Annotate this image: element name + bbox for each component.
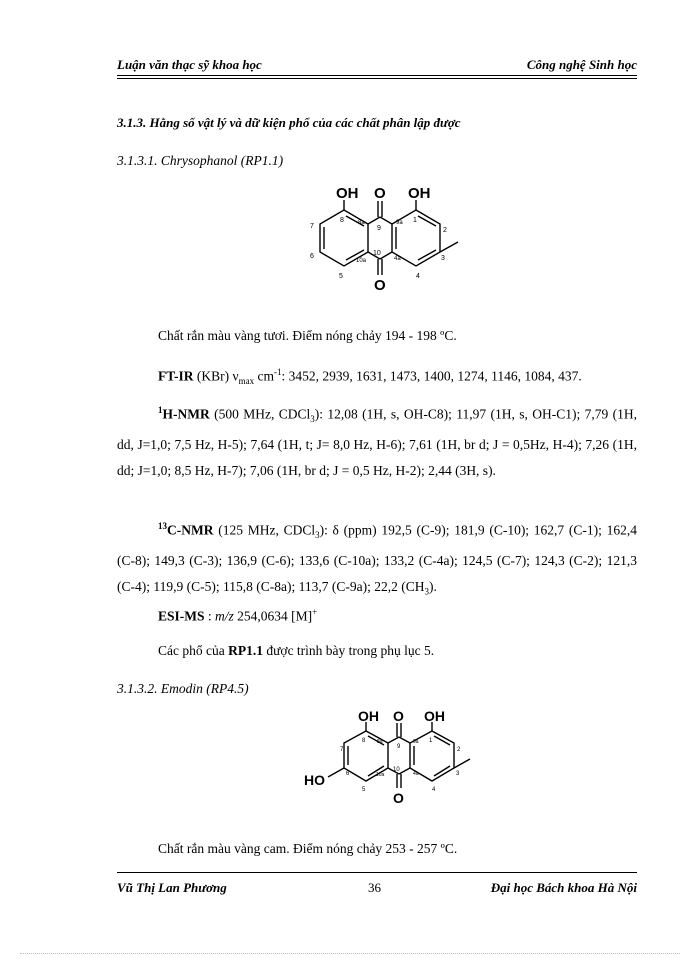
oh-1-label: OH	[424, 708, 445, 724]
chrysophanol-structure	[290, 180, 510, 310]
ms-label: ESI-MS	[158, 608, 205, 624]
locant-4: 4	[416, 273, 420, 280]
locant-8: 8	[340, 217, 344, 224]
locant-7: 7	[310, 223, 314, 230]
footer-right: Đại học Bách khoa Hà Nội	[490, 880, 637, 895]
locant-1: 1	[413, 217, 417, 224]
locant-10a: 10a	[376, 772, 385, 778]
locant-8: 8	[362, 738, 366, 744]
locant-5: 5	[362, 787, 366, 793]
o-9-label: O	[374, 185, 386, 202]
oh-8-label: OH	[336, 185, 359, 202]
h-nmr-label: H-NMR	[162, 406, 210, 422]
compound2-heading: 3.1.3.2. Emodin (RP4.5)	[117, 681, 249, 696]
locant-8a: 8a	[377, 739, 383, 745]
compound2-description: Chất rắn màu vàng cam. Điểm nóng chảy 253 - 257 ºC.	[158, 841, 458, 856]
compound1-heading: 3.1.3.1. Chrysophanol (RP1.1)	[117, 153, 284, 168]
footer-rule	[117, 872, 637, 873]
locant-9: 9	[397, 744, 401, 750]
page-edge-dotted-line	[20, 953, 680, 954]
o-10-label: O	[393, 790, 404, 806]
ms-data: ESI-MS : m/z 254,0634 [M]+	[158, 607, 318, 624]
footer-left: Vũ Thị Lan Phương	[117, 880, 227, 895]
ho-6-label: HO	[304, 772, 325, 788]
oh-1-label: OH	[408, 185, 431, 202]
locant-4a: 4a	[394, 256, 401, 262]
locant-9a: 9a	[413, 739, 419, 745]
locant-1: 1	[429, 738, 433, 744]
locant-10: 10	[373, 250, 381, 257]
locant-8a: 8a	[358, 220, 365, 226]
locant-6: 6	[310, 253, 314, 260]
locant-7: 7	[340, 747, 344, 753]
emodin-structure	[300, 705, 510, 820]
locant-2: 2	[443, 227, 447, 234]
appendix-note: Các phổ của RP1.1 được trình bày trong phụ lục 5.	[158, 643, 435, 658]
h-nmr-data: $^1$H-NMR (500 MHz, CDCl$_3$): 12,08 (1H, s, OH-C8); 11,97 (1H, s, OH-C1); 7,79 (1H, dd, J=1,0; 7,5 Hz, H-5); 7,64 (1H, t; J= 8,0 Hz, H-6); 7,61 (1H, br d; J = 0,5Hz, H-4); 7,26 (1H, dd; J=1,0; 8,5 Hz, H-7); 7,06 (1H, br d; J = 0,5 Hz, H-2); 2,44 (3H, s).	[117, 405, 638, 479]
header-left: Luận văn thạc sỹ khoa học	[117, 57, 262, 72]
locant-9: 9	[377, 225, 381, 232]
page-number: 36	[368, 880, 381, 895]
locant-6: 6	[346, 771, 350, 777]
o-9-label: O	[393, 708, 404, 724]
oh-8-label: OH	[358, 708, 379, 724]
c-nmr-label: C-NMR	[167, 522, 214, 538]
ir-label: FT-IR	[158, 368, 194, 384]
locant-4a: 4a	[413, 771, 419, 777]
section-title: 3.1.3. Hằng số vật lý và dữ kiện phổ của các chất phân lập được	[117, 115, 461, 130]
o-10-label: O	[374, 277, 386, 294]
locant-4: 4	[432, 787, 436, 793]
ir-data: FT-IR (KBr) $\nu_{max}$ $cm^{-1}$: 3452, 2939, 1631, 1473, 1400, 1274, 1146, 1084, 437.	[158, 367, 582, 387]
locant-9a: 9a	[396, 220, 403, 226]
compound1-description: Chất rắn màu vàng tươi. Điểm nóng chảy 194 - 198 ºC.	[158, 328, 457, 343]
locant-5: 5	[339, 273, 343, 280]
locant-2: 2	[457, 747, 461, 753]
header-rule	[117, 75, 637, 79]
locant-10a: 10a	[356, 258, 367, 264]
locant-10: 10	[393, 767, 400, 773]
c-nmr-data: $^{13}$C-NMR (125 MHz, CDCl$_3$): δ (ppm) 192,5 (C-9); 181,9 (C-10); 162,7 (C-1); 162,4 (C-8); 149,3 (C-3); 136,9 (C-6); 133,6 (C-10a); 133,2 (C-4a); 124,5 (C-7); 124,3 (C-2); 121,3 (C-4); 119,9 (C-5); 115,8 (C-8a); 113,7 (C-9a); 22,2 $(CH_3)$.	[117, 521, 638, 597]
header-right: Công nghệ Sinh học	[526, 57, 637, 72]
locant-3: 3	[441, 255, 445, 262]
locant-3: 3	[456, 771, 460, 777]
